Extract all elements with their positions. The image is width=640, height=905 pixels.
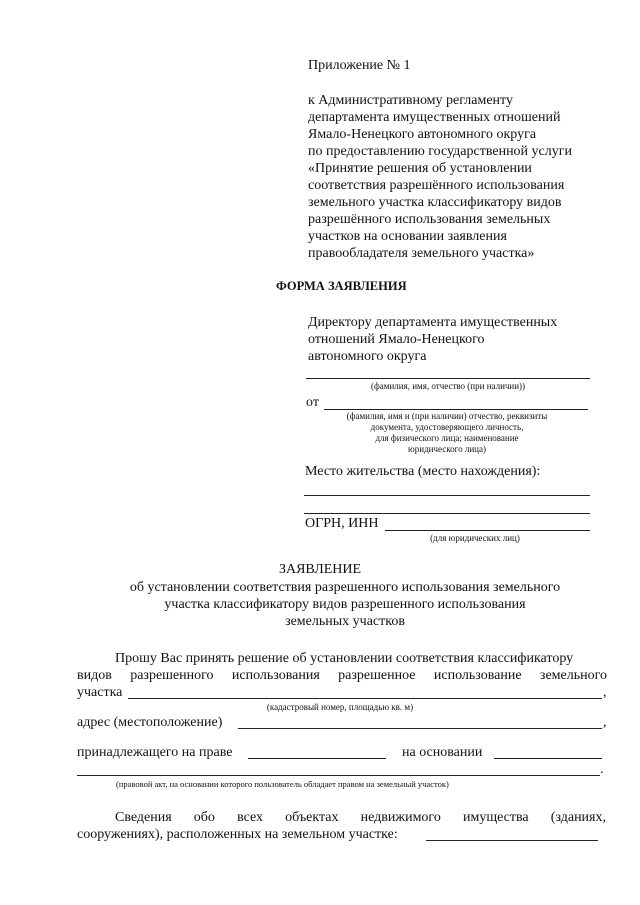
cadastral-line	[128, 698, 602, 699]
from-caption-line: (фамилия, имя и (при наличии) отчество, реквизиты	[346, 411, 548, 421]
right-act-period: .	[600, 762, 604, 777]
ogrn-label: ОГРН, ИНН	[305, 516, 379, 531]
body-p1-line1: Прошу Вас принять решение об установлении соответствия классификатору	[115, 651, 574, 666]
appendix-line: к Административному регламенту	[308, 93, 513, 108]
appendix-text	[308, 92, 608, 262]
from-caption-line: для физического лица; наименование	[375, 433, 519, 443]
statement-subtitle-line: участка классификатору видов разрешенного использования	[164, 597, 526, 612]
body-p2-line2: сооружениях), расположенных на земельном участке:	[77, 827, 398, 842]
body-p1-line2: видов разрешенного использования разрешенное использование земельного	[77, 668, 607, 683]
appendix-line: правообладателя земельного участка»	[308, 246, 535, 261]
statement-subtitle-line: об установлении соответствия разрешенного использования земельного	[129, 580, 561, 595]
address-comma: ,	[603, 715, 607, 730]
objects-line	[426, 840, 598, 841]
fio-caption: (фамилия, имя, отчество (при наличии))	[370, 381, 526, 391]
body-p2-line1: Сведения обо всех объектах недвижимого имущества (зданиях,	[115, 810, 606, 825]
residence-label: Место жительства (место нахождения):	[305, 464, 541, 479]
appendix-block	[308, 57, 608, 262]
statement-title: ЗАЯВЛЕНИЕ	[278, 562, 362, 577]
from-caption-line: документа, удостоверяющего личность,	[370, 422, 524, 432]
addressee-line: отношений Ямало-Ненецкого	[308, 332, 485, 347]
addressee-line: Директору департамента имущественных	[308, 315, 558, 330]
appendix-line: разрешённого использования земельных	[308, 212, 551, 227]
appendix-line: по предоставлению государственной услуги	[308, 144, 572, 159]
basis-label: на основании	[402, 745, 483, 760]
ogrn-caption: (для юридических лиц)	[430, 533, 520, 543]
right-act-line	[77, 775, 600, 776]
addressee-line: автономного округа	[308, 349, 427, 364]
address-label: адрес (местоположение)	[77, 715, 223, 730]
residence-line-1	[304, 495, 590, 496]
body-p1-line3: участка	[77, 685, 123, 700]
right-label: принадлежащего на праве	[77, 745, 233, 760]
appendix-line: департамента имущественных отношений	[308, 110, 561, 125]
statement-subtitle-line: земельных участков	[285, 614, 405, 629]
appendix-line: участков на основании заявления	[308, 229, 507, 244]
from-line	[324, 409, 588, 410]
cadastral-comma: ,	[603, 685, 607, 700]
appendix-number: Приложение № 1	[308, 58, 411, 73]
address-line	[238, 728, 602, 729]
cadastral-caption: (кадастровый номер, площадью кв. м)	[266, 702, 414, 712]
basis-line	[494, 758, 602, 759]
right-line	[248, 758, 386, 759]
from-label: от	[306, 395, 319, 410]
appendix-line: «Принятие решения об установлении	[308, 161, 532, 176]
statement-subtitle	[0, 579, 640, 630]
form-title: ФОРМА ЗАЯВЛЕНИЯ	[276, 279, 407, 293]
appendix-line: соответствия разрешённого использования	[308, 178, 565, 193]
ogrn-line	[385, 530, 590, 531]
from-caption	[322, 411, 572, 455]
fio-line	[306, 378, 590, 379]
right-act-caption: (правовой акт, на основании которого пользователь обладает правом на земельный участок)	[116, 779, 449, 789]
from-caption-line: юридического лица)	[408, 444, 486, 454]
appendix-line: земельного участка классификатору видов	[308, 195, 562, 210]
addressee-block	[308, 314, 608, 365]
residence-line-2	[304, 513, 590, 514]
appendix-line: Ямало-Ненецкого автономного округа	[308, 127, 537, 142]
